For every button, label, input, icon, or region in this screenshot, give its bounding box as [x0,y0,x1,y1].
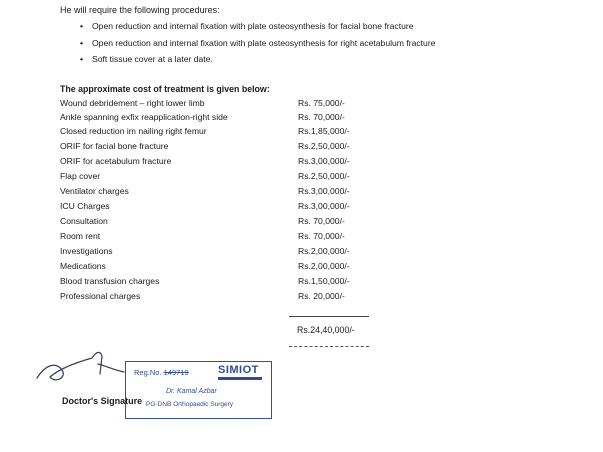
cost-amount: Rs.1,85,000/- [298,126,350,136]
cost-item: Consultation [60,216,108,226]
cost-row [60,156,380,170]
cost-amount: Rs.1,50,000/- [298,276,350,286]
cost-row [60,126,380,140]
bullet: • [80,38,84,48]
cost-row [60,98,380,112]
cost-amount: Rs.3,00,000/- [298,186,350,196]
stamp-doctor-name: Dr. Kamal Azbar [166,388,217,395]
cost-item: Medications [60,261,106,271]
cost-item: Wound debridement – right lower limb [60,98,205,108]
reg-prefix: Reg.No. [134,368,162,377]
cost-row [60,246,380,260]
cost-amount: Rs. 70,000/- [298,231,345,241]
reg-no: 149719 [163,368,189,377]
cost-item: Investigations [60,246,113,256]
cost-amount: Rs. 70,000/- [298,112,345,122]
cost-row [60,201,380,215]
procedure-text: Open reduction and internal fixation with plate osteosynthesis for right acetabulum fracture [92,38,436,48]
stamp-qualification: PG-DNB Orthopaedic Surgery [146,401,234,408]
cost-item: Blood transfusion charges [60,276,160,286]
doctor-signature-label: Doctor's Signature [62,396,143,406]
cost-item: ORIF for acetabulum fracture [60,156,172,166]
cost-row [60,171,380,185]
cost-item: Professional charges [60,291,141,301]
cost-item: Flap cover [60,171,101,181]
procedure-text: Open reduction and internal fixation with plate osteosynthesis for facial bone fracture [92,21,414,31]
bullet: • [80,54,84,64]
cost-amount: Rs.2,50,000/- [298,171,350,181]
cost-amount: Rs. 20,000/- [298,291,345,301]
doctor-stamp [125,361,272,419]
signature-scribble [34,344,129,394]
procedure-item [80,54,213,64]
cost-amount: Rs.2,50,000/- [298,141,350,151]
cost-amount: Rs.2,00,000/- [298,261,350,271]
cost-row [60,276,380,290]
total-underline [289,346,369,347]
cost-amount: Rs.3,00,000/- [298,201,350,211]
cost-row [60,291,380,305]
procedure-text: Soft tissue cover at a later date. [92,54,213,64]
stamp-brand: SIMIOT [218,364,259,376]
cost-item: Ventilator charges [60,186,129,196]
cost-row [60,231,380,245]
procedures-intro: He will require the following procedures: [60,5,220,15]
cost-item: ORIF for facial bone fracture [60,141,169,151]
cost-amount: Rs.2,00,000/- [298,246,350,256]
stamp-brand-bar [218,377,262,380]
cost-heading: The approximate cost of treatment is given below: [60,84,270,94]
cost-item: ICU Charges [60,201,110,211]
cost-amount: Rs.3,00,000/- [298,156,350,166]
total-rule [289,316,369,317]
cost-row [60,186,380,200]
total-amount: Rs.24,40,000/- [297,325,355,335]
cost-row [60,216,380,230]
cost-item: Ankle spanning exfix reapplication-right side [60,112,228,122]
procedure-item [80,21,414,31]
cost-row [60,141,380,155]
cost-row [60,112,380,126]
cost-amount: Rs. 70,000/- [298,216,345,226]
cost-row [60,261,380,275]
cost-amount: Rs. 75,000/- [298,98,345,108]
bullet: • [80,21,84,31]
registration-number [134,368,189,377]
procedure-item [80,38,435,48]
cost-item: Room rent [60,231,101,241]
cost-item: Closed reduction im nailing right femur [60,126,207,136]
